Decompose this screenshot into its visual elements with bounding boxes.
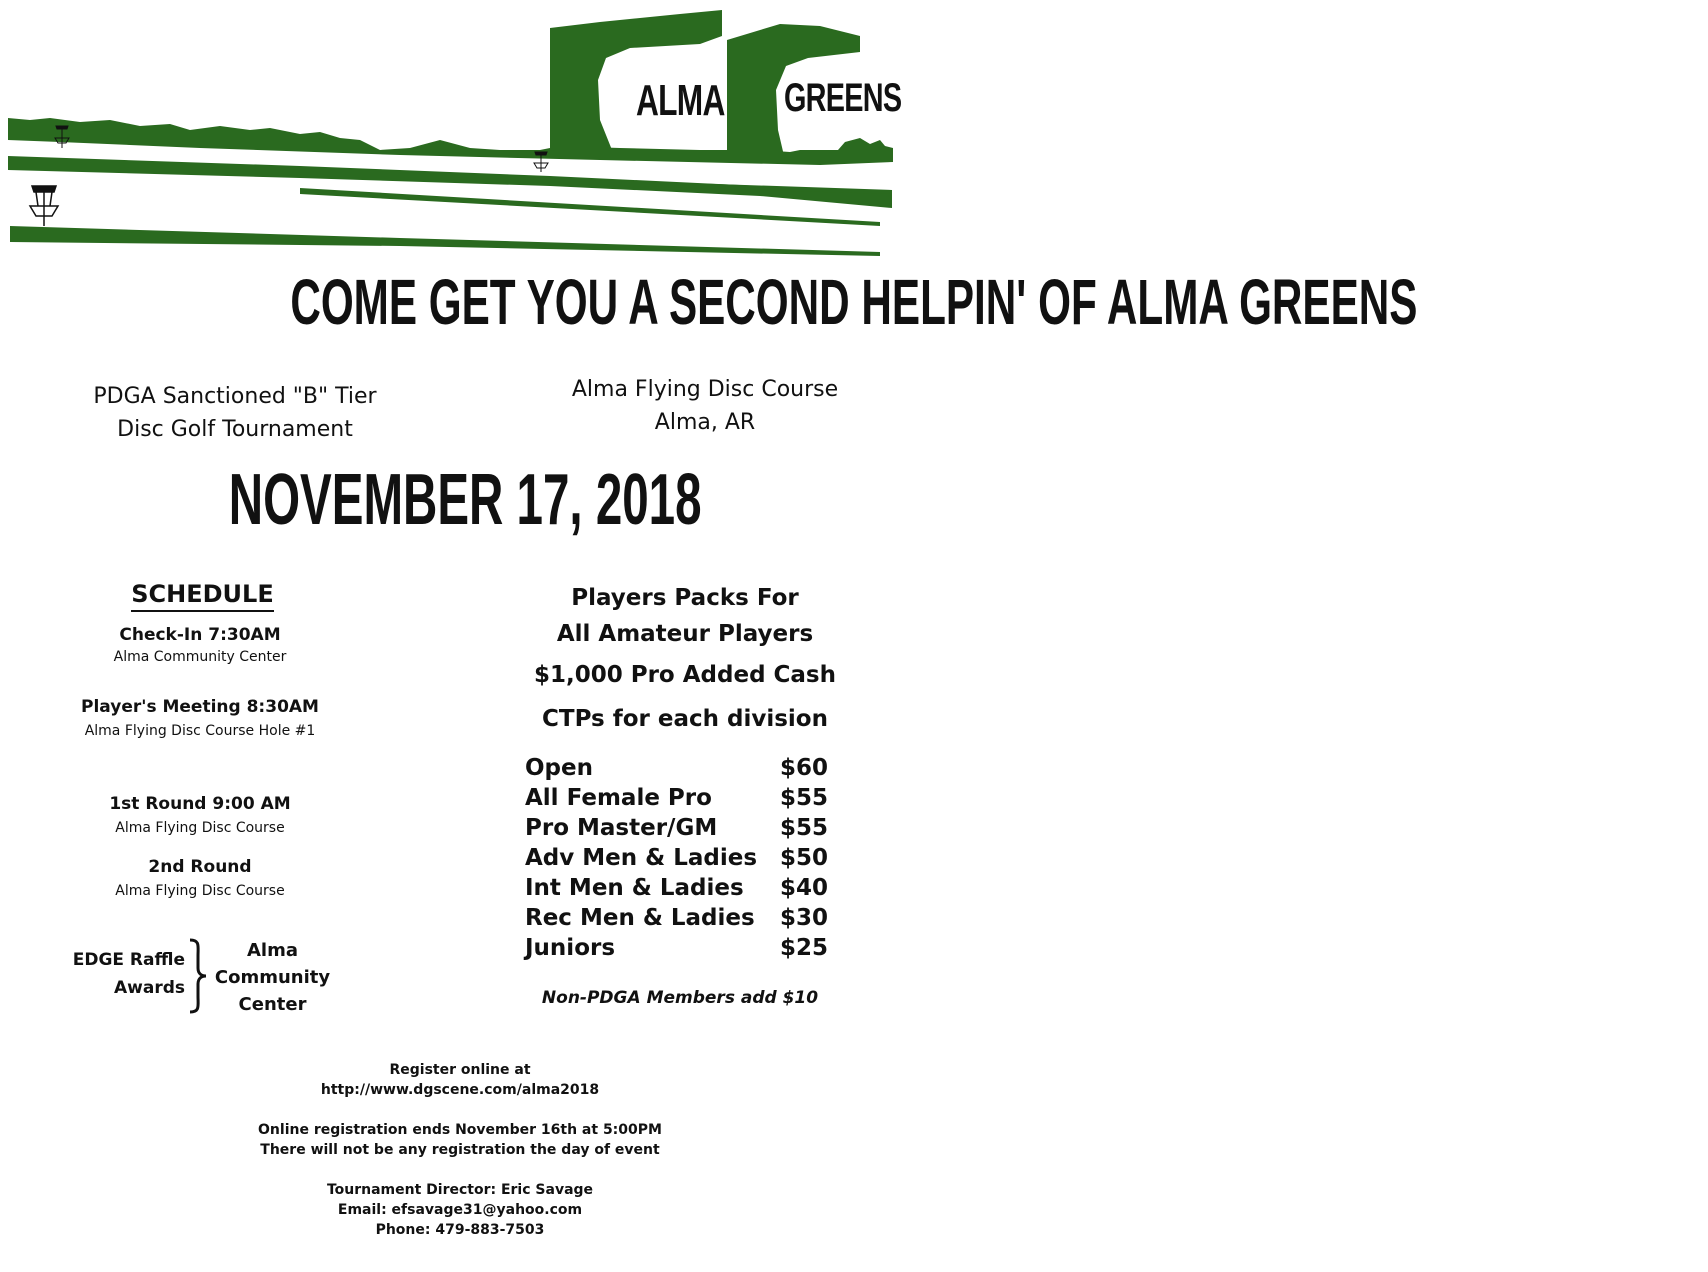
venue: Alma Flying Disc Course Alma, AR <box>571 377 839 435</box>
tournament-type: PDGA Sanctioned "B" Tier Disc Golf Tournament <box>93 384 377 442</box>
curly-brace-icon <box>186 936 210 1016</box>
ctp-info: CTPs for each division <box>542 706 828 732</box>
fee-row: Int Men & Ladies $40 <box>525 875 829 901</box>
raffle-location: Alma Community Center <box>214 940 331 1015</box>
schedule-item-round1: 1st Round 9:00 AM Alma Flying Disc Course <box>109 794 291 836</box>
fee-row: Adv Men & Ladies $50 <box>525 845 829 871</box>
schedule-title: SCHEDULE <box>100 580 305 608</box>
tournament-director: Tournament Director: Eric Savage <box>326 1182 594 1198</box>
players-packs: Players Packs For All Amateur Players <box>556 585 814 647</box>
fee-row: All Female Pro $55 <box>525 785 829 811</box>
registration-info: Register online at http://www.dgscene.com/alma2018 Online registration ends November 16th at 5:00PM There will not be any registration the day of event Tournament Director: Eric Savage Email: efsavage31@yahoo.com Phone: 479-883-7503 <box>0 1060 920 1240</box>
fee-row: Juniors $25 <box>525 935 829 961</box>
disc-basket-icon <box>534 152 548 172</box>
logo-word-alma: ALMA <box>636 76 725 125</box>
fee-row: Rec Men & Ladies $30 <box>525 905 829 931</box>
schedule-item-round2: 2nd Round Alma Flying Disc Course <box>115 857 285 899</box>
pro-added-cash: $1,000 Pro Added Cash <box>533 662 837 688</box>
registration-link[interactable]: http://www.dgscene.com/alma2018 <box>320 1082 600 1098</box>
logo-word-greens: GREENS <box>784 76 902 120</box>
headline: COME GET YOU A SECOND HELPIN' OF ALMA GREENS <box>290 266 1418 338</box>
event-date: NOVEMBER 17, 2018 <box>228 460 702 540</box>
schedule-item-meeting: Player's Meeting 8:30AM Alma Flying Disc Course Hole #1 <box>81 697 319 739</box>
course-landscape-illustration <box>0 0 900 260</box>
fee-row: Pro Master/GM $55 <box>525 815 829 841</box>
non-pdga-note: Non-PDGA Members add $10 <box>541 988 819 1008</box>
disc-basket-icon <box>30 186 58 226</box>
raffle-label: EDGE Raffle Awards <box>72 950 185 998</box>
contact-email[interactable]: Email: efsavage31@yahoo.com <box>337 1202 583 1218</box>
schedule-item-checkin: Check-In 7:30AM Alma Community Center <box>113 625 287 665</box>
fee-row: Open $60 <box>525 755 829 781</box>
contact-phone: Phone: 479-883-7503 <box>375 1222 545 1238</box>
banner-artwork <box>0 0 900 260</box>
